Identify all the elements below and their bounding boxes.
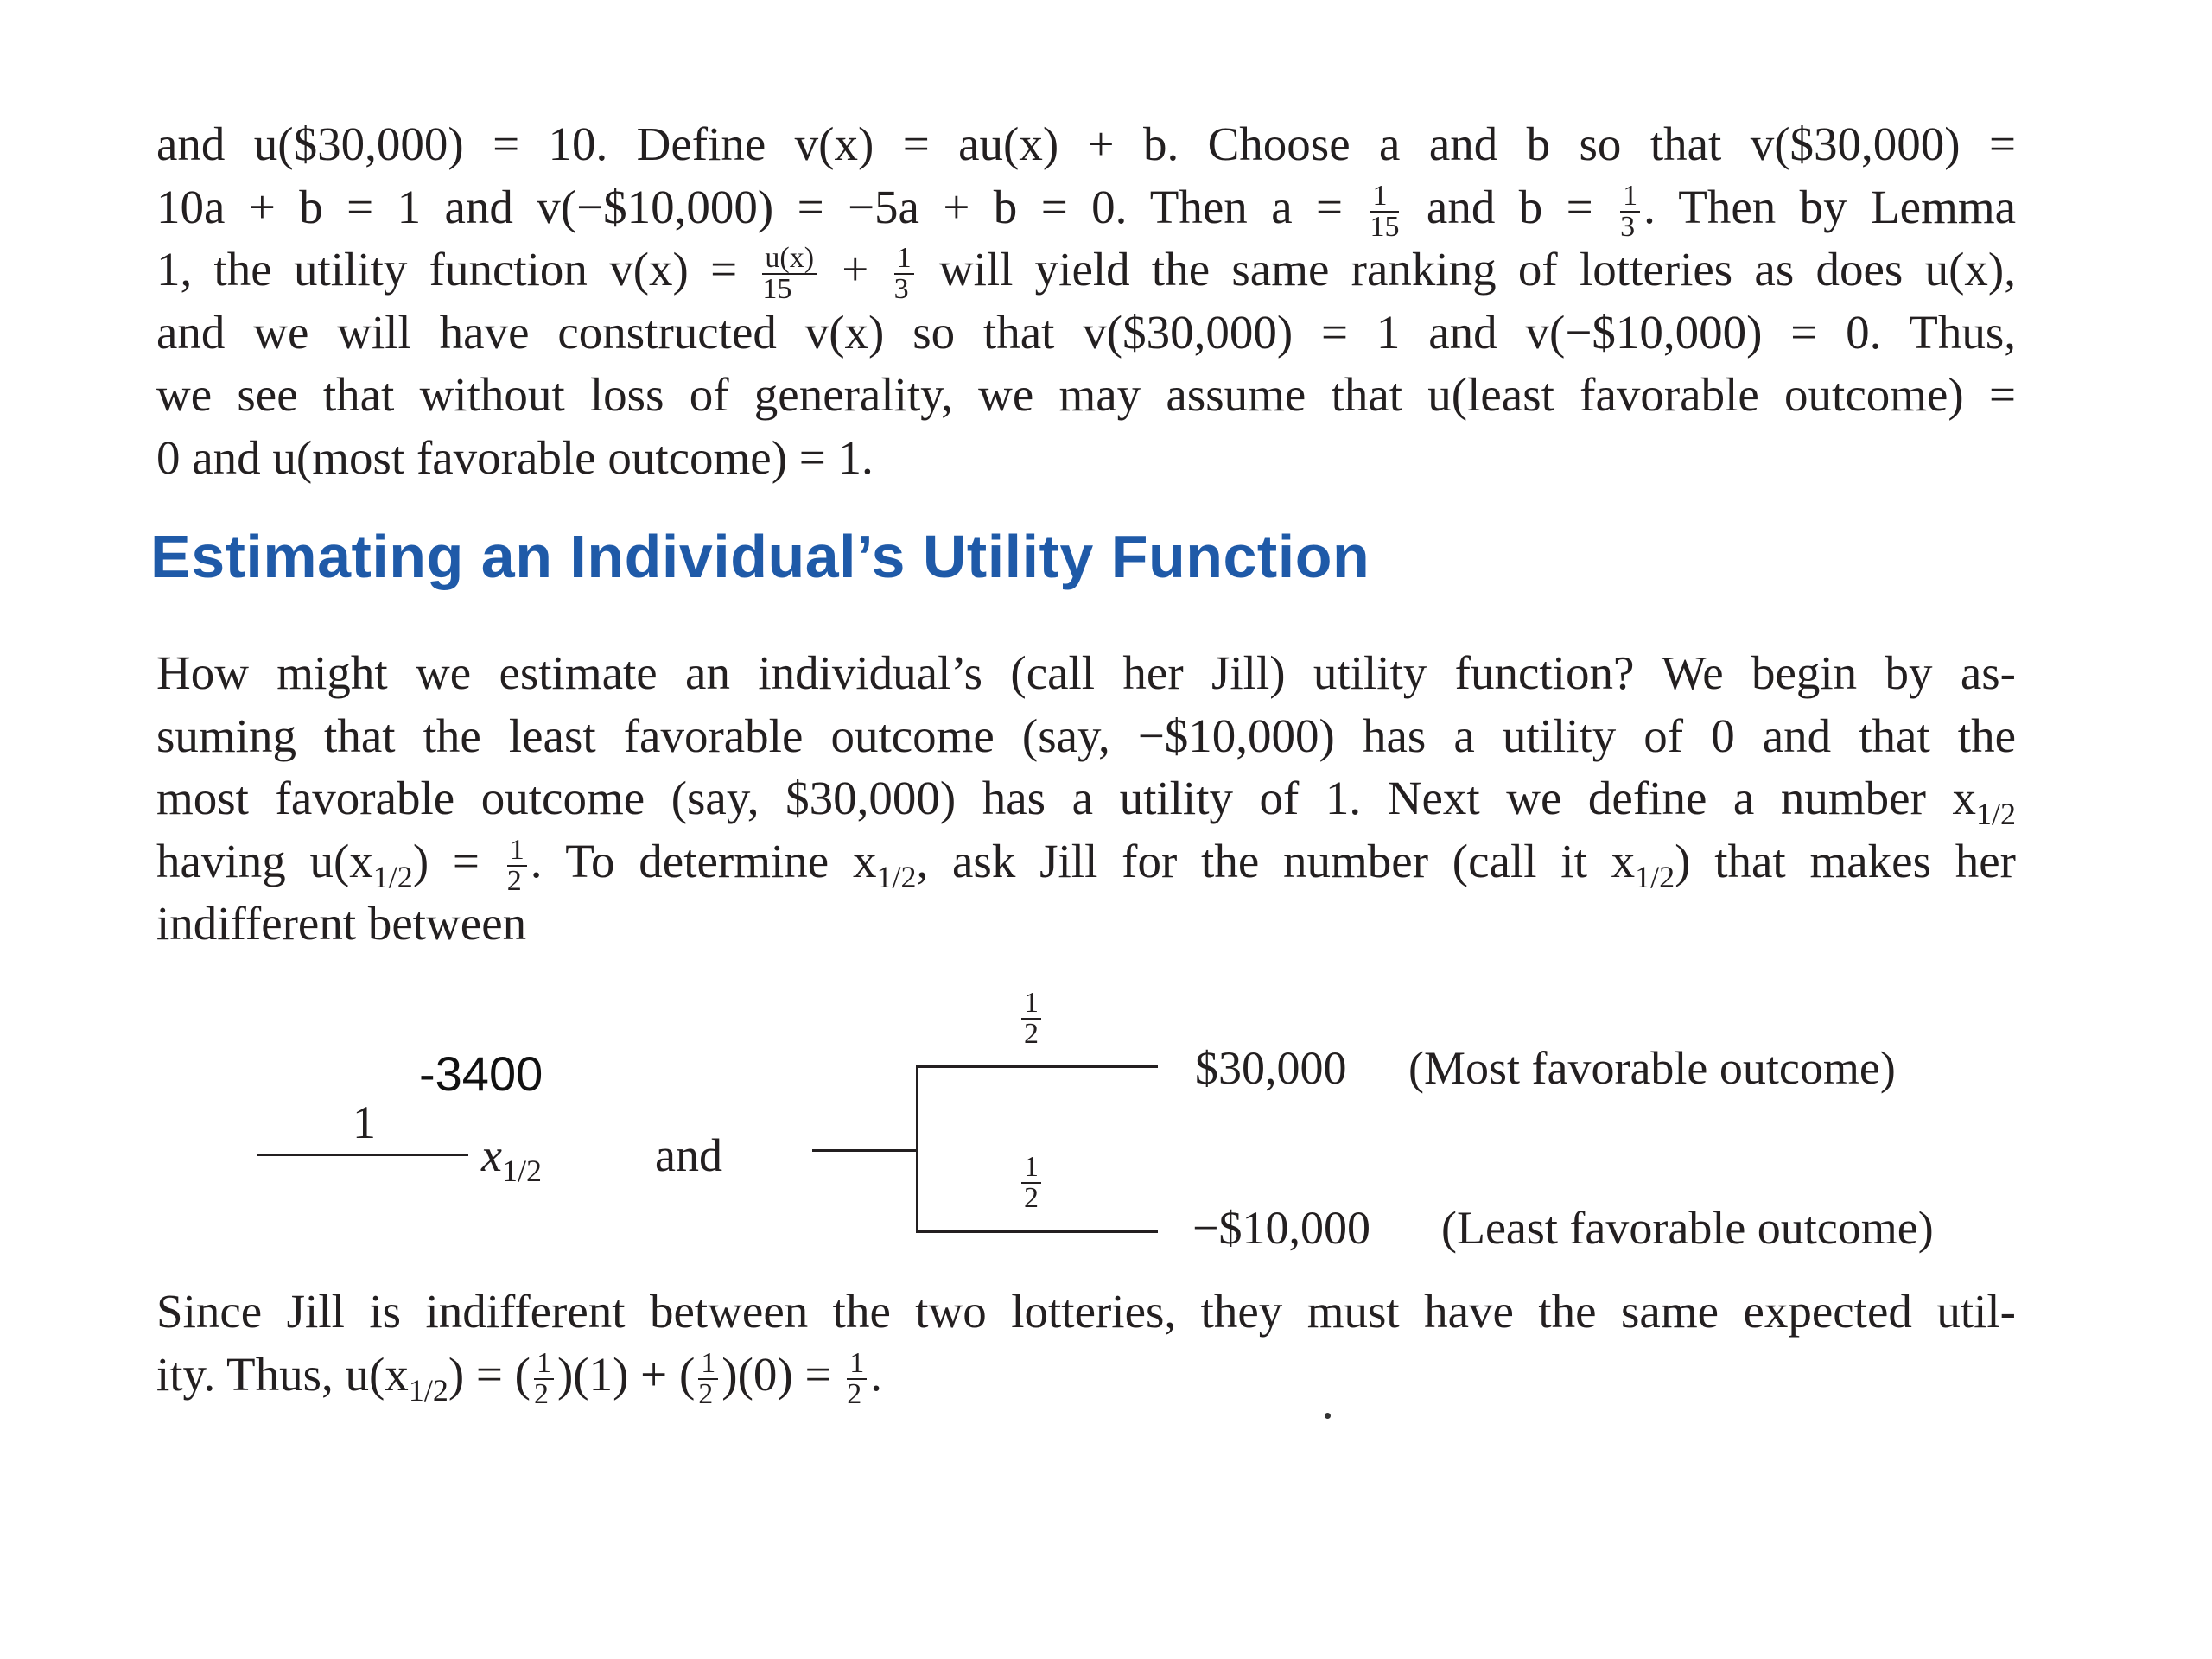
denominator: 2 <box>698 1377 714 1410</box>
bottom-branch-probability <box>1018 1151 1045 1213</box>
denominator: 15 <box>762 273 792 306</box>
text-line <box>156 176 2017 243</box>
text-line <box>156 830 2017 897</box>
numerator: 1 <box>1021 988 1041 1020</box>
text-run: ity. Thus, u(x <box>156 1347 409 1401</box>
numerator: 1 <box>894 244 914 275</box>
text-run: )(1) + ( <box>556 1347 696 1401</box>
text-line: Since Jill is indifferent between the two lotteries, they must have the same expected util- <box>156 1285 2016 1338</box>
numerator: 1 <box>1021 1153 1041 1184</box>
subscript: 1/2 <box>1635 859 1675 894</box>
fraction <box>533 1346 554 1410</box>
conclusion-paragraph <box>156 1281 2016 1410</box>
denominator: 2 <box>1024 1017 1039 1050</box>
denominator: 3 <box>893 273 909 306</box>
numerator: 1 <box>507 836 527 867</box>
and-connector: and <box>655 1129 722 1181</box>
denominator: 2 <box>1024 1181 1039 1214</box>
right-lottery-bottom-branch <box>916 1230 1158 1233</box>
text-run: ) = ( <box>448 1347 531 1401</box>
text-line: and u($30,000) = 10. Define v(x) = au(x) + b. Choose a and b so that v($30,000) = <box>156 118 2016 170</box>
text-line <box>156 238 2016 306</box>
fraction <box>847 1346 867 1410</box>
bottom-outcome-note: (Least favorable outcome) <box>1441 1202 1934 1254</box>
outcome-variable: x <box>481 1129 502 1181</box>
denominator: 2 <box>506 864 522 897</box>
top-outcome-value: $30,000 <box>1195 1042 1347 1094</box>
text-line: indifferent between <box>156 897 527 950</box>
text-run: and b = <box>1426 180 1593 233</box>
numerator: 1 <box>534 1349 554 1380</box>
text-run: will yield the same ranking of lotteries as does u(x), <box>938 243 2016 296</box>
text-run: . To determine x <box>530 834 877 887</box>
numerator: 1 <box>1370 181 1399 213</box>
left-lottery-branch <box>257 1154 468 1156</box>
fraction <box>1620 181 1640 242</box>
text-run: most favorable outcome (say, $30,000) has a utility of 1. Next we define a number x <box>156 772 1976 824</box>
denominator: 2 <box>533 1377 549 1410</box>
top-outcome-note: (Most favorable outcome) <box>1408 1042 1896 1094</box>
fraction <box>698 1346 718 1410</box>
handwritten-annotation: -3400 <box>419 1046 543 1101</box>
fraction <box>1370 181 1399 242</box>
text-line: and we will have constructed v(x) so that v($30,000) = 1 and v(−$10,000) = 0. Thus, <box>156 305 2016 359</box>
left-lottery-outcome <box>481 1128 542 1189</box>
denominator: 2 <box>847 1377 862 1410</box>
text-line: we see that without loss of generality, we may assume that u(least favorable outcome) = <box>156 368 2016 421</box>
denominator: 15 <box>1370 210 1400 243</box>
bottom-outcome-value: −$10,000 <box>1192 1202 1370 1254</box>
text-run: . <box>870 1347 882 1401</box>
subscript: 1/2 <box>501 1154 542 1188</box>
numerator: 1 <box>1620 181 1640 213</box>
section-heading: Estimating an Individual’s Utility Function <box>150 523 1370 590</box>
text-run: . Then by Lemma <box>1643 180 2017 233</box>
fraction <box>1021 1150 1041 1214</box>
right-lottery-top-branch <box>916 1065 1158 1068</box>
text-run: ) = <box>412 834 480 887</box>
numerator: 1 <box>698 1349 718 1380</box>
text-run: having u(x <box>156 834 373 887</box>
fraction <box>1021 988 1041 1049</box>
left-lottery-probability: 1 <box>353 1096 376 1148</box>
numerator: 1 <box>847 1349 867 1380</box>
fraction <box>762 244 817 304</box>
text-run: , ask Jill for the number (call it x <box>916 834 1636 887</box>
text-run: 1, the utility function v(x) = <box>156 243 738 296</box>
subscript: 1/2 <box>372 859 413 894</box>
denominator: 3 <box>1620 210 1636 243</box>
top-branch-probability <box>1018 987 1045 1049</box>
body-paragraph <box>156 642 2016 956</box>
right-lottery-node <box>916 1065 918 1232</box>
text-line: How might we estimate an individual’s (call her Jill) utility function? We begin by as- <box>156 646 2016 699</box>
fraction <box>506 833 527 897</box>
text-line: suming that the least favorable outcome (say, −$10,000) has a utility of 0 and that the <box>156 709 2016 762</box>
subscript: 1/2 <box>408 1372 448 1408</box>
text-run: 10a + b = 1 and v(−$10,000) = −5a + b = 0. Then a = <box>156 180 1344 233</box>
stray-dot <box>1325 1413 1331 1419</box>
text-run: ) that makes her <box>1675 834 2017 887</box>
intro-paragraph <box>156 113 2016 489</box>
subscript: 1/2 <box>876 859 917 894</box>
numerator: u(x) <box>762 244 817 275</box>
text-run: + <box>842 243 869 296</box>
right-lottery-stem <box>812 1149 918 1152</box>
text-line <box>156 767 2016 830</box>
text-run: )(0) = <box>721 1347 832 1401</box>
text-line <box>156 1344 2016 1410</box>
fraction <box>894 244 914 304</box>
text-line: 0 and u(most favorable outcome) = 1. <box>156 430 874 484</box>
subscript: 1/2 <box>1975 797 2016 831</box>
